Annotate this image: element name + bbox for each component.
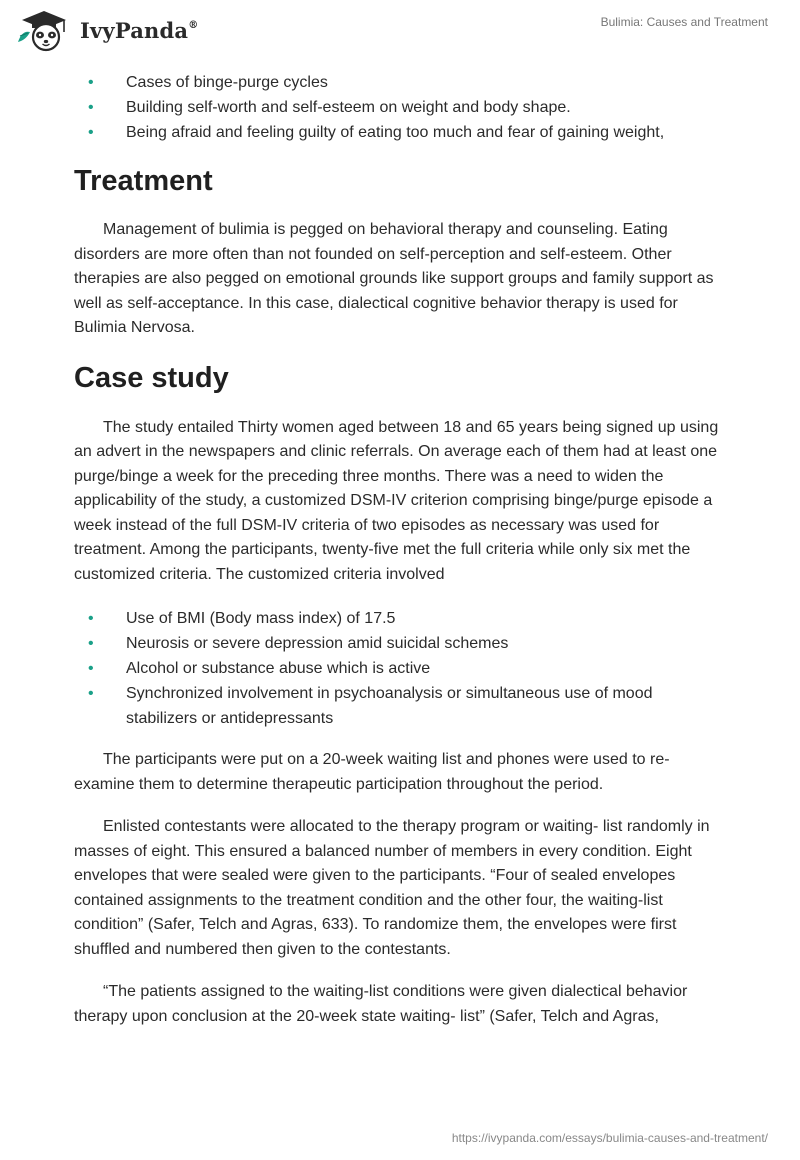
- bullet-icon: •: [88, 635, 94, 652]
- bullet-icon: •: [88, 610, 94, 627]
- list-item: • Synchronized involvement in psychoanalysis or simultaneous use of mood stabilizers or antidepressants: [74, 681, 722, 731]
- section-heading-case-study: Case study: [74, 361, 229, 394]
- list-item: • Use of BMI (Body mass index) of 17.5: [74, 606, 722, 631]
- bullet-icon: •: [88, 685, 94, 702]
- list-item: • Neurosis or severe depression amid suicidal schemes: [74, 631, 722, 656]
- bullet-icon: •: [88, 660, 94, 677]
- criteria-bullet-list: [74, 606, 722, 731]
- list-item: • Building self-worth and self-esteem on weight and body shape.: [74, 95, 722, 120]
- panda-logo-icon: [14, 8, 74, 52]
- case-study-paragraph-3: Enlisted contestants were allocated to the therapy program or waiting- list randomly in masses of eight. This ensured a balanced number of members in every condition. Eight envelopes that were sealed were given to the participants. “Four of sealed envelopes contained assignments to the treatment condition and the other four, the waiting-list condition” (Safer, Telch and Agras, 633). To randomize them, the envelopes were first shuffled and numbered then given to the contestants.: [74, 818, 710, 958]
- case-study-paragraph-1: The study entailed Thirty women aged between 18 and 65 years being signed up using an advert in the newspapers and clinic referrals. On average each of them had at least one purge/binge a week for the preceding three months. There was a need to widen the applicability of the study, a customized DSM-IV criterion comprising binge/purge episode a week instead of the full DSM-IV criteria of two episodes as necessary was used for treatment. Among the participants, twenty-five met the full criteria while only six met the customized criteria. The customized criteria involved: [74, 418, 719, 583]
- treatment-paragraph: Management of bulimia is pegged on behavioral therapy and counseling. Eating disorders are more often than not founded on self-perception and self-esteem. Other therapies are also pegged on emotional grounds like support groups and family support as well as self-acceptance. In this case, dialectical cognitive behavior therapy is used for Bulimia Nervosa.: [74, 221, 714, 336]
- section-heading-treatment: Treatment: [74, 165, 213, 197]
- brand-logo[interactable]: [14, 8, 198, 52]
- list-item: • Alcohol or substance abuse which is active: [74, 656, 722, 681]
- footer-url-link[interactable]: https://ivypanda.com/essays/bulimia-causes-and-treatment/: [451, 1131, 768, 1145]
- top-bullet-list: [74, 70, 722, 145]
- case-study-paragraph-4: “The patients assigned to the waiting-list conditions were given dialectical behavior therapy upon conclusion at the 20-week state waiting- list” (Safer, Telch and Agras,: [74, 983, 688, 1025]
- bullet-icon: •: [88, 74, 94, 91]
- list-item: • Being afraid and feeling guilty of eating too much and fear of gaining weight,: [74, 120, 722, 145]
- document-title: Bulimia: Causes and Treatment: [600, 15, 768, 29]
- bullet-icon: •: [88, 99, 94, 116]
- list-item: • Cases of binge-purge cycles: [74, 70, 722, 95]
- bullet-icon: •: [88, 124, 94, 141]
- brand-name: IvyPanda®: [80, 17, 199, 43]
- page-header: [0, 0, 800, 64]
- article-body: [74, 70, 722, 1029]
- case-study-paragraph-2: The participants were put on a 20-week waiting list and phones were used to re-examine them to determine therapeutic participation throughout the period.: [74, 751, 670, 793]
